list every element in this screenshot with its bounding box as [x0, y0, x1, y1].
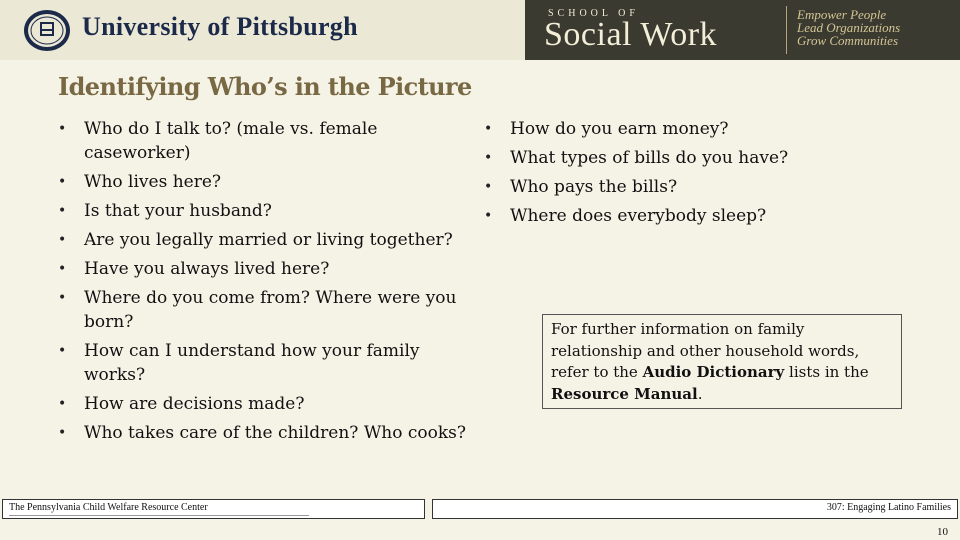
- footer-underline: [9, 515, 309, 516]
- bullet-item: • Who lives here?: [58, 170, 478, 194]
- bullet-item: • How are decisions made?: [58, 392, 478, 416]
- resource-manual-reference: Resource Manual: [551, 384, 698, 403]
- bullet-item: • Are you legally married or living together?: [58, 228, 478, 252]
- audio-dictionary-reference: Audio Dictionary: [642, 363, 785, 381]
- bullet-item: • Who pays the bills?: [484, 175, 814, 199]
- school-of-label: SCHOOL OF: [548, 8, 639, 19]
- banner-divider: [786, 6, 787, 54]
- university-banner: [0, 0, 525, 60]
- bullet-item: • Who takes care of the children? Who cooks?: [58, 421, 478, 445]
- footer-organization: The Pennsylvania Child Welfare Resource Center: [9, 502, 208, 513]
- bullet-item: • How can I understand how your family works?: [58, 339, 478, 387]
- left-bullet-list: [58, 117, 478, 450]
- slide-title: Identifying Who’s in the Picture: [58, 72, 472, 101]
- tagline: [797, 8, 900, 47]
- page-number: 10: [937, 526, 948, 538]
- footer-right-box: [432, 499, 958, 519]
- bullet-item: • Is that your husband?: [58, 199, 478, 223]
- tagline-line: Empower People: [797, 7, 887, 22]
- bullet-item: • What types of bills do you have?: [484, 146, 814, 170]
- school-name: Social Work: [544, 16, 718, 53]
- bullet-item: • Have you always lived here?: [58, 257, 478, 281]
- info-callout-box: [542, 314, 902, 409]
- info-text: For further information on family relationship and other household words, refer to the: [551, 320, 860, 381]
- bullet-item: • Where does everybody sleep?: [484, 204, 814, 228]
- bullet-item: • Where do you come from? Where were you born?: [58, 286, 478, 334]
- bullet-item: • How do you earn money?: [484, 117, 814, 141]
- info-text: lists in the: [784, 363, 869, 381]
- bullet-item: • Who do I talk to? (male vs. female caseworker): [58, 117, 478, 165]
- tagline-line: Lead Organizations: [797, 20, 901, 35]
- tagline-line: Grow Communities: [797, 33, 898, 48]
- university-name: University of Pittsburgh: [82, 12, 358, 41]
- footer-left-box: [2, 499, 425, 519]
- right-bullet-list: [484, 117, 814, 233]
- university-seal-icon: [22, 9, 72, 52]
- header-banner: [0, 0, 960, 60]
- info-text: .: [697, 384, 703, 403]
- footer-course-title: 307: Engaging Latino Families: [826, 502, 951, 513]
